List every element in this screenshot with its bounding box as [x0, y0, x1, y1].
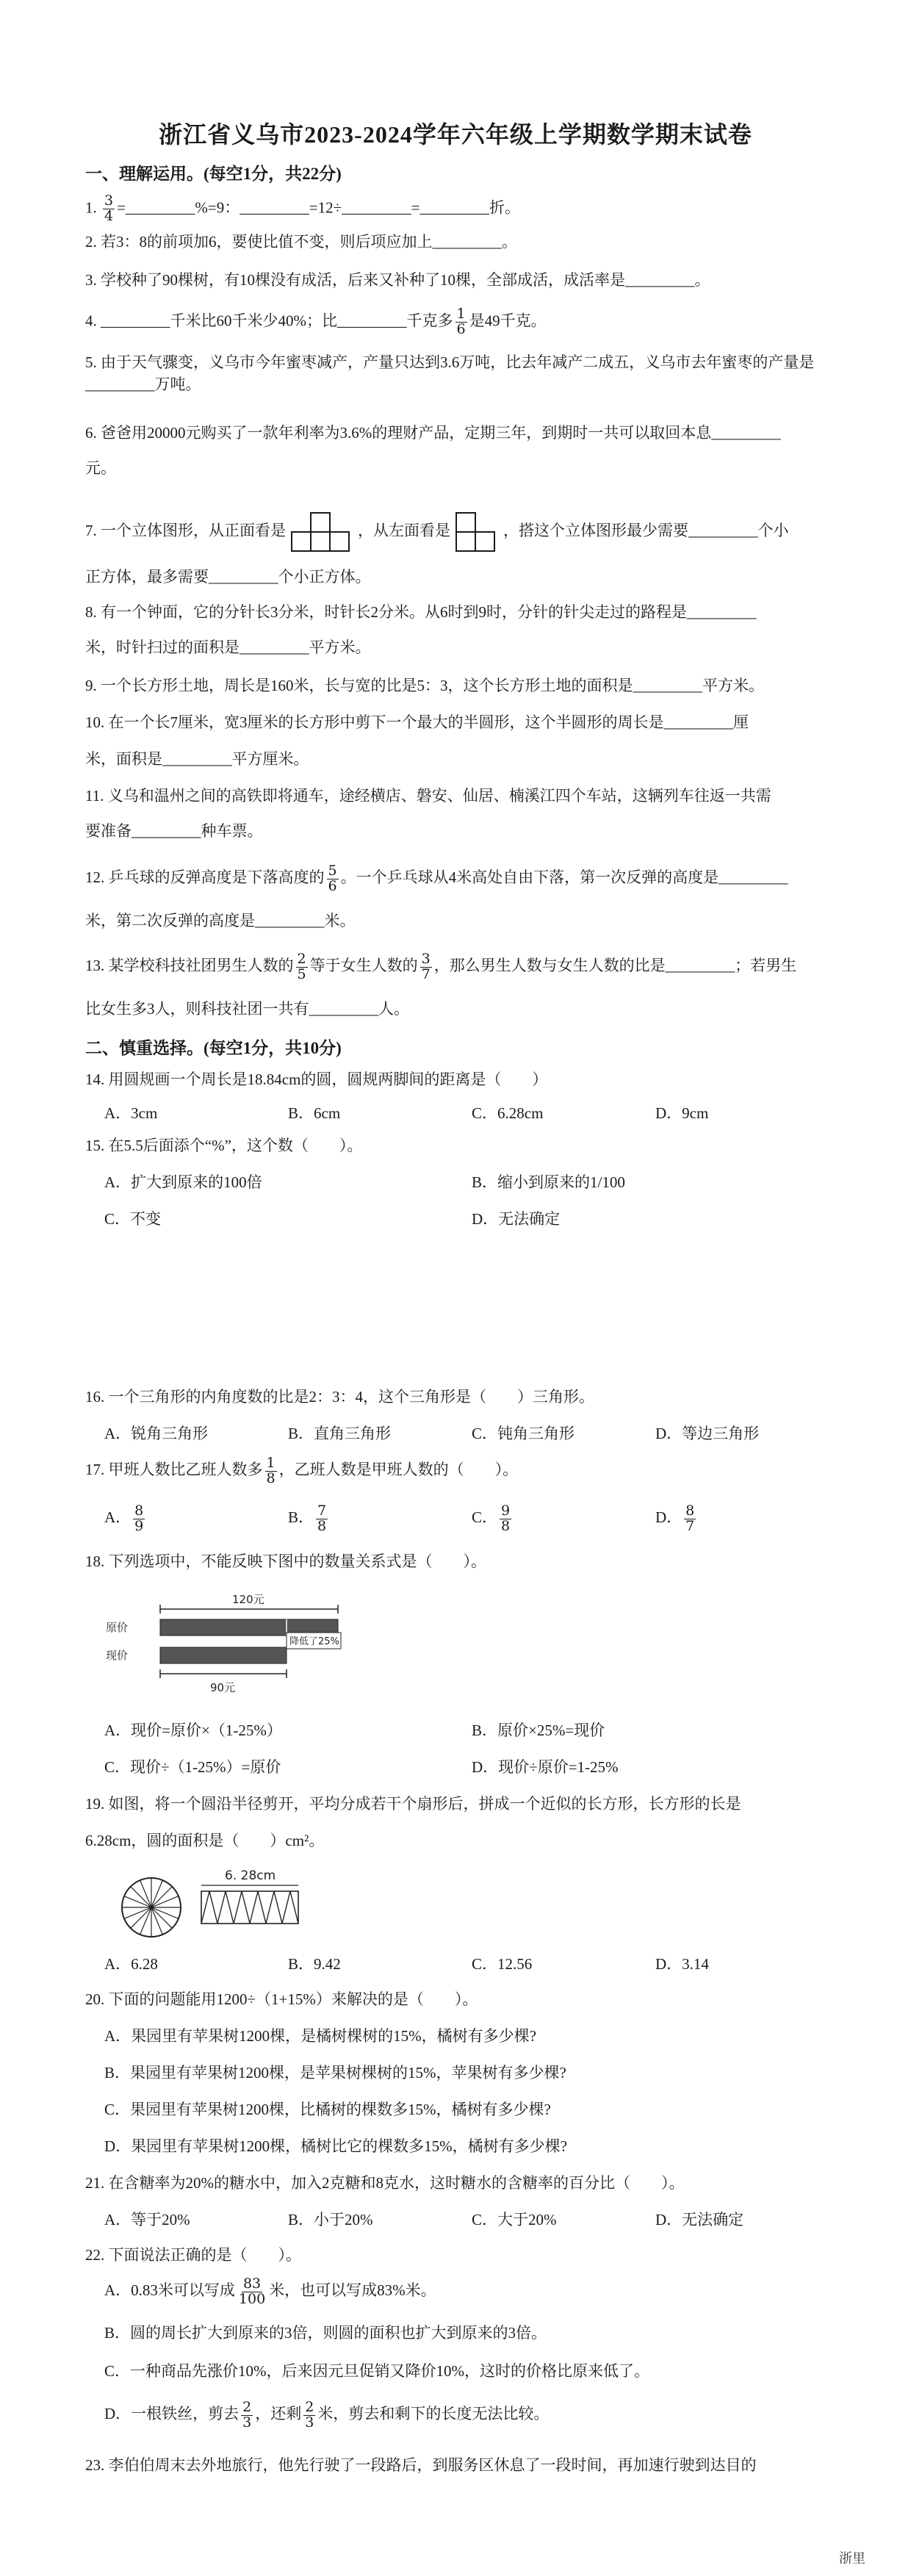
- question-16: 16. 一个三角形的内角度数的比是2：3：4，这个三角形是（ ）三角形。: [85, 1388, 594, 1406]
- question-14-options: [104, 1102, 839, 1124]
- option-c[interactable]: C．12.56: [472, 1955, 533, 1973]
- option-d[interactable]: D．3.14: [655, 1955, 709, 1973]
- option-c[interactable]: C． $\frac{9}{8}$: [472, 1502, 511, 1534]
- section-2-heading: 二、慎重选择。(每空1分，共10分): [85, 1039, 342, 1057]
- option-a[interactable]: A．锐角三角形: [104, 1425, 209, 1442]
- question-10: 10. 在一个长7厘米，宽3厘米的长方形中剪下一个最大的半圆形，这个半圆形的周长是_________厘: [85, 713, 749, 731]
- question-6: 6. 爸爸用20000元购买了一款年利率为3.6%的理财产品，定期三年，到期时一共可以取回本息_________: [85, 424, 781, 442]
- label-original: 原价: [106, 1621, 129, 1634]
- question-12: 12. 乒乓球的反弹高度是下落高度的 $\frac{5}{6}$ 。一个乒乓球从4米高处自由下落，第一次反弹的高度是_________: [85, 862, 788, 894]
- question-20: 20. 下面的问题能用1200÷（1+15%）来解决的是（ ）。: [85, 1990, 478, 2008]
- question-18-options-row1: [104, 1719, 839, 1741]
- question-12-cont: 米，第二次反弹的高度是_________米。: [85, 912, 356, 929]
- question-17-options: [104, 1499, 839, 1536]
- option-b[interactable]: B．果园里有苹果树1200棵，是苹果树棵树的15%，苹果树有多少棵?: [104, 2064, 566, 2082]
- question-13-cont: 比女生多3人，则科技社团一共有_________人。: [85, 1000, 409, 1018]
- question-19-cont: 6.28cm，圆的面积是（ ）cm²。: [85, 1832, 325, 1849]
- question-3: 3. 学校种了90棵树，有10棵没有成活，后来又补种了10棵，全部成活，成活率是_________。: [85, 271, 710, 289]
- question-15: 15. 在5.5后面添个“%”，这个数（ ）。: [85, 1137, 363, 1154]
- question-14: 14. 用圆规画一个周长是18.84cm的圆，圆规两脚间的距离是（ ）: [85, 1071, 548, 1088]
- sector-line: [131, 1887, 151, 1907]
- option-c[interactable]: C．6.28cm: [472, 1104, 544, 1122]
- question-11-cont: 要准备_________种车票。: [85, 822, 263, 840]
- option-a[interactable]: A．0.83米可以写成 $\frac{83}{100}$ 米，也可以写成83%米。: [104, 2275, 436, 2307]
- question-4: 4. _________千米比60千米少40%；比_________千克多 $\frac{1}{6}$ 是49千克。: [85, 306, 547, 337]
- label-120: 120元: [232, 1593, 264, 1606]
- option-d[interactable]: D．9cm: [655, 1104, 709, 1122]
- question-18: 18. 下列选项中，不能反映下图中的数量关系式是（ ）。: [85, 1553, 486, 1570]
- option-a[interactable]: A．3cm: [104, 1104, 158, 1122]
- question-23: 23. 李伯伯周末去外地旅行，他先行驶了一段路后，到服务区休息了一段时间，再加速行驶到达目的: [85, 2456, 757, 2474]
- option-c[interactable]: C．一种商品先涨价10%，后来因元旦促销又降价10%，这时的价格比原来低了。: [104, 2362, 649, 2380]
- option-b[interactable]: B．直角三角形: [288, 1425, 392, 1442]
- circle-rectangle-figure: [115, 1862, 306, 1943]
- sector-line: [151, 1887, 172, 1907]
- option-b[interactable]: B． $\frac{7}{8}$: [288, 1502, 327, 1534]
- question-6-cont: 元。: [85, 459, 116, 477]
- fraction: $\frac{1}{6}$: [456, 306, 466, 337]
- label-current: 现价: [106, 1649, 129, 1662]
- sector-line: [151, 1907, 172, 1928]
- option-c[interactable]: C．果园里有苹果树1200棵，比橘树的棵数多15%，橘树有多少棵?: [104, 2101, 551, 2118]
- option-c[interactable]: C．现价÷（1-25%）=原价: [104, 1758, 281, 1776]
- option-d[interactable]: D．无法确定: [472, 1210, 561, 1228]
- option-b[interactable]: B．缩小到原来的1/100: [472, 1173, 625, 1191]
- option-d[interactable]: D．现价÷原价=1-25%: [472, 1758, 619, 1776]
- option-d[interactable]: D．无法确定: [655, 2211, 744, 2228]
- option-b[interactable]: B．圆的周长扩大到原来的3倍，则圆的面积也扩大到原来的3倍。: [104, 2324, 547, 2342]
- left-view-figure: [455, 510, 499, 554]
- question-19-options: [104, 1953, 839, 1975]
- question-10-cont: 米，面积是_________平方厘米。: [85, 750, 309, 768]
- section-1-heading: 一、理解运用。(每空1分，共22分): [85, 165, 342, 183]
- front-view-figure: [290, 510, 353, 554]
- fraction: $\frac{5}{6}$: [328, 862, 337, 894]
- option-d[interactable]: D．一根铁丝，剪去 $\frac{2}{3}$ ，还剩 $\frac{2}{3}$ 米，剪去和剩下的长度无法比较。: [104, 2398, 550, 2431]
- fraction: $\frac{3}{7}$: [421, 950, 431, 982]
- fraction: $\frac{1}{8}$: [266, 1454, 276, 1486]
- page-title: 浙江省义乌市2023-2024学年六年级上学期数学期末试卷: [159, 121, 752, 148]
- question-15-options-row1: [104, 1171, 839, 1193]
- option-b[interactable]: B．小于20%: [288, 2211, 373, 2228]
- option-b[interactable]: B．9.42: [288, 1955, 341, 1973]
- question-1: 1. $\frac{3}{4}$ =_________%=9：_________=12÷_________=_________折。: [85, 193, 520, 224]
- option-c[interactable]: C．钝角三角形: [472, 1425, 575, 1442]
- question-8: 8. 有一个钟面，它的分针长3分米，时针长2分米。从6时到9时，分针的针尖走过的路程是_________: [85, 603, 757, 621]
- question-18-options-row2: [104, 1756, 839, 1778]
- question-9: 9. 一个长方形土地，周长是160米，长与宽的比是5：3，这个长方形土地的面积是_________平方米。: [85, 677, 764, 694]
- question-11: 11. 义乌和温州之间的高铁即将通车，途经横店、磐安、仙居、楠溪江四个车站，这辆列车往返一共需: [85, 787, 771, 805]
- question-16-options: [104, 1422, 839, 1444]
- question-2: 2. 若3：8的前项加6，要使比值不变，则后项应加上_________。: [85, 233, 517, 251]
- option-c[interactable]: C．大于20%: [472, 2211, 557, 2228]
- question-19: 19. 如图，将一个圆沿半径剪开，平均分成若干个扇形后，拼成一个近似的长方形，长方形的长是: [85, 1795, 741, 1813]
- option-d[interactable]: D．果园里有苹果树1200棵，橘树比它的棵数多15%，橘树有多少棵?: [104, 2137, 567, 2155]
- option-a[interactable]: A．6.28: [104, 1955, 158, 1973]
- option-d[interactable]: D． $\frac{8}{7}$: [655, 1502, 695, 1534]
- option-c[interactable]: C．不变: [104, 1210, 162, 1228]
- question-22: 22. 下面说法正确的是（ ）。: [85, 2246, 301, 2264]
- question-7-cont: 正方体，最多需要_________个小正方体。: [85, 568, 371, 586]
- option-a[interactable]: A． $\frac{8}{9}$: [104, 1502, 144, 1534]
- option-a[interactable]: A．扩大到原来的100倍: [104, 1173, 262, 1191]
- option-a[interactable]: A．现价=原价×（1-25%）: [104, 1721, 282, 1739]
- question-17: 17. 甲班人数比乙班人数多 $\frac{1}{8}$ ，乙班人数是甲班人数的（ ）。: [85, 1454, 519, 1486]
- question-5: 5. 由于天气骤变，义乌市今年蜜枣减产，产量只达到3.6万吨，比去年减产二成五，义乌市去年蜜枣的产量是_________万吨。: [85, 353, 815, 393]
- question-15-options-row2: [104, 1208, 839, 1230]
- option-b[interactable]: B．原价×25%=现价: [472, 1721, 605, 1739]
- option-a[interactable]: A．果园里有苹果树1200棵，是橘树棵树的15%，橘树有多少棵?: [104, 2027, 536, 2045]
- option-a[interactable]: A．等于20%: [104, 2211, 190, 2228]
- fraction: $\frac{2}{5}$: [297, 950, 306, 982]
- question-8-cont: 米，时针扫过的面积是_________平方米。: [85, 638, 371, 656]
- fraction: $\frac{3}{4}$: [104, 193, 114, 224]
- label-length: 6. 28cm: [225, 1868, 276, 1883]
- option-b[interactable]: B．6cm: [288, 1104, 341, 1122]
- label-90: 90元: [210, 1681, 236, 1694]
- price-bar-figure: [103, 1589, 345, 1699]
- page-footer: 浙里: [839, 2551, 865, 2566]
- label-decrease: 降低了25%: [289, 1636, 339, 1647]
- sector-line: [131, 1907, 151, 1928]
- question-21: 21. 在含糖率为20%的糖水中，加入2克糖和8克水，这时糖水的含糖率的百分比（ ）。: [85, 2174, 685, 2192]
- option-d[interactable]: D．等边三角形: [655, 1425, 760, 1442]
- question-21-options: [104, 2209, 839, 2231]
- question-13: 13. 某学校科技社团男生人数的 $\frac{2}{5}$ 等于女生人数的 $\frac{3}{7}$ ，那么男生人数与女生人数的比是_________；若男生: [85, 950, 797, 982]
- question-7: 7. 一个立体图形，从正面看是 ，从左面看是 ，搭这个立体图形最少需要_________个小: [85, 507, 864, 554]
